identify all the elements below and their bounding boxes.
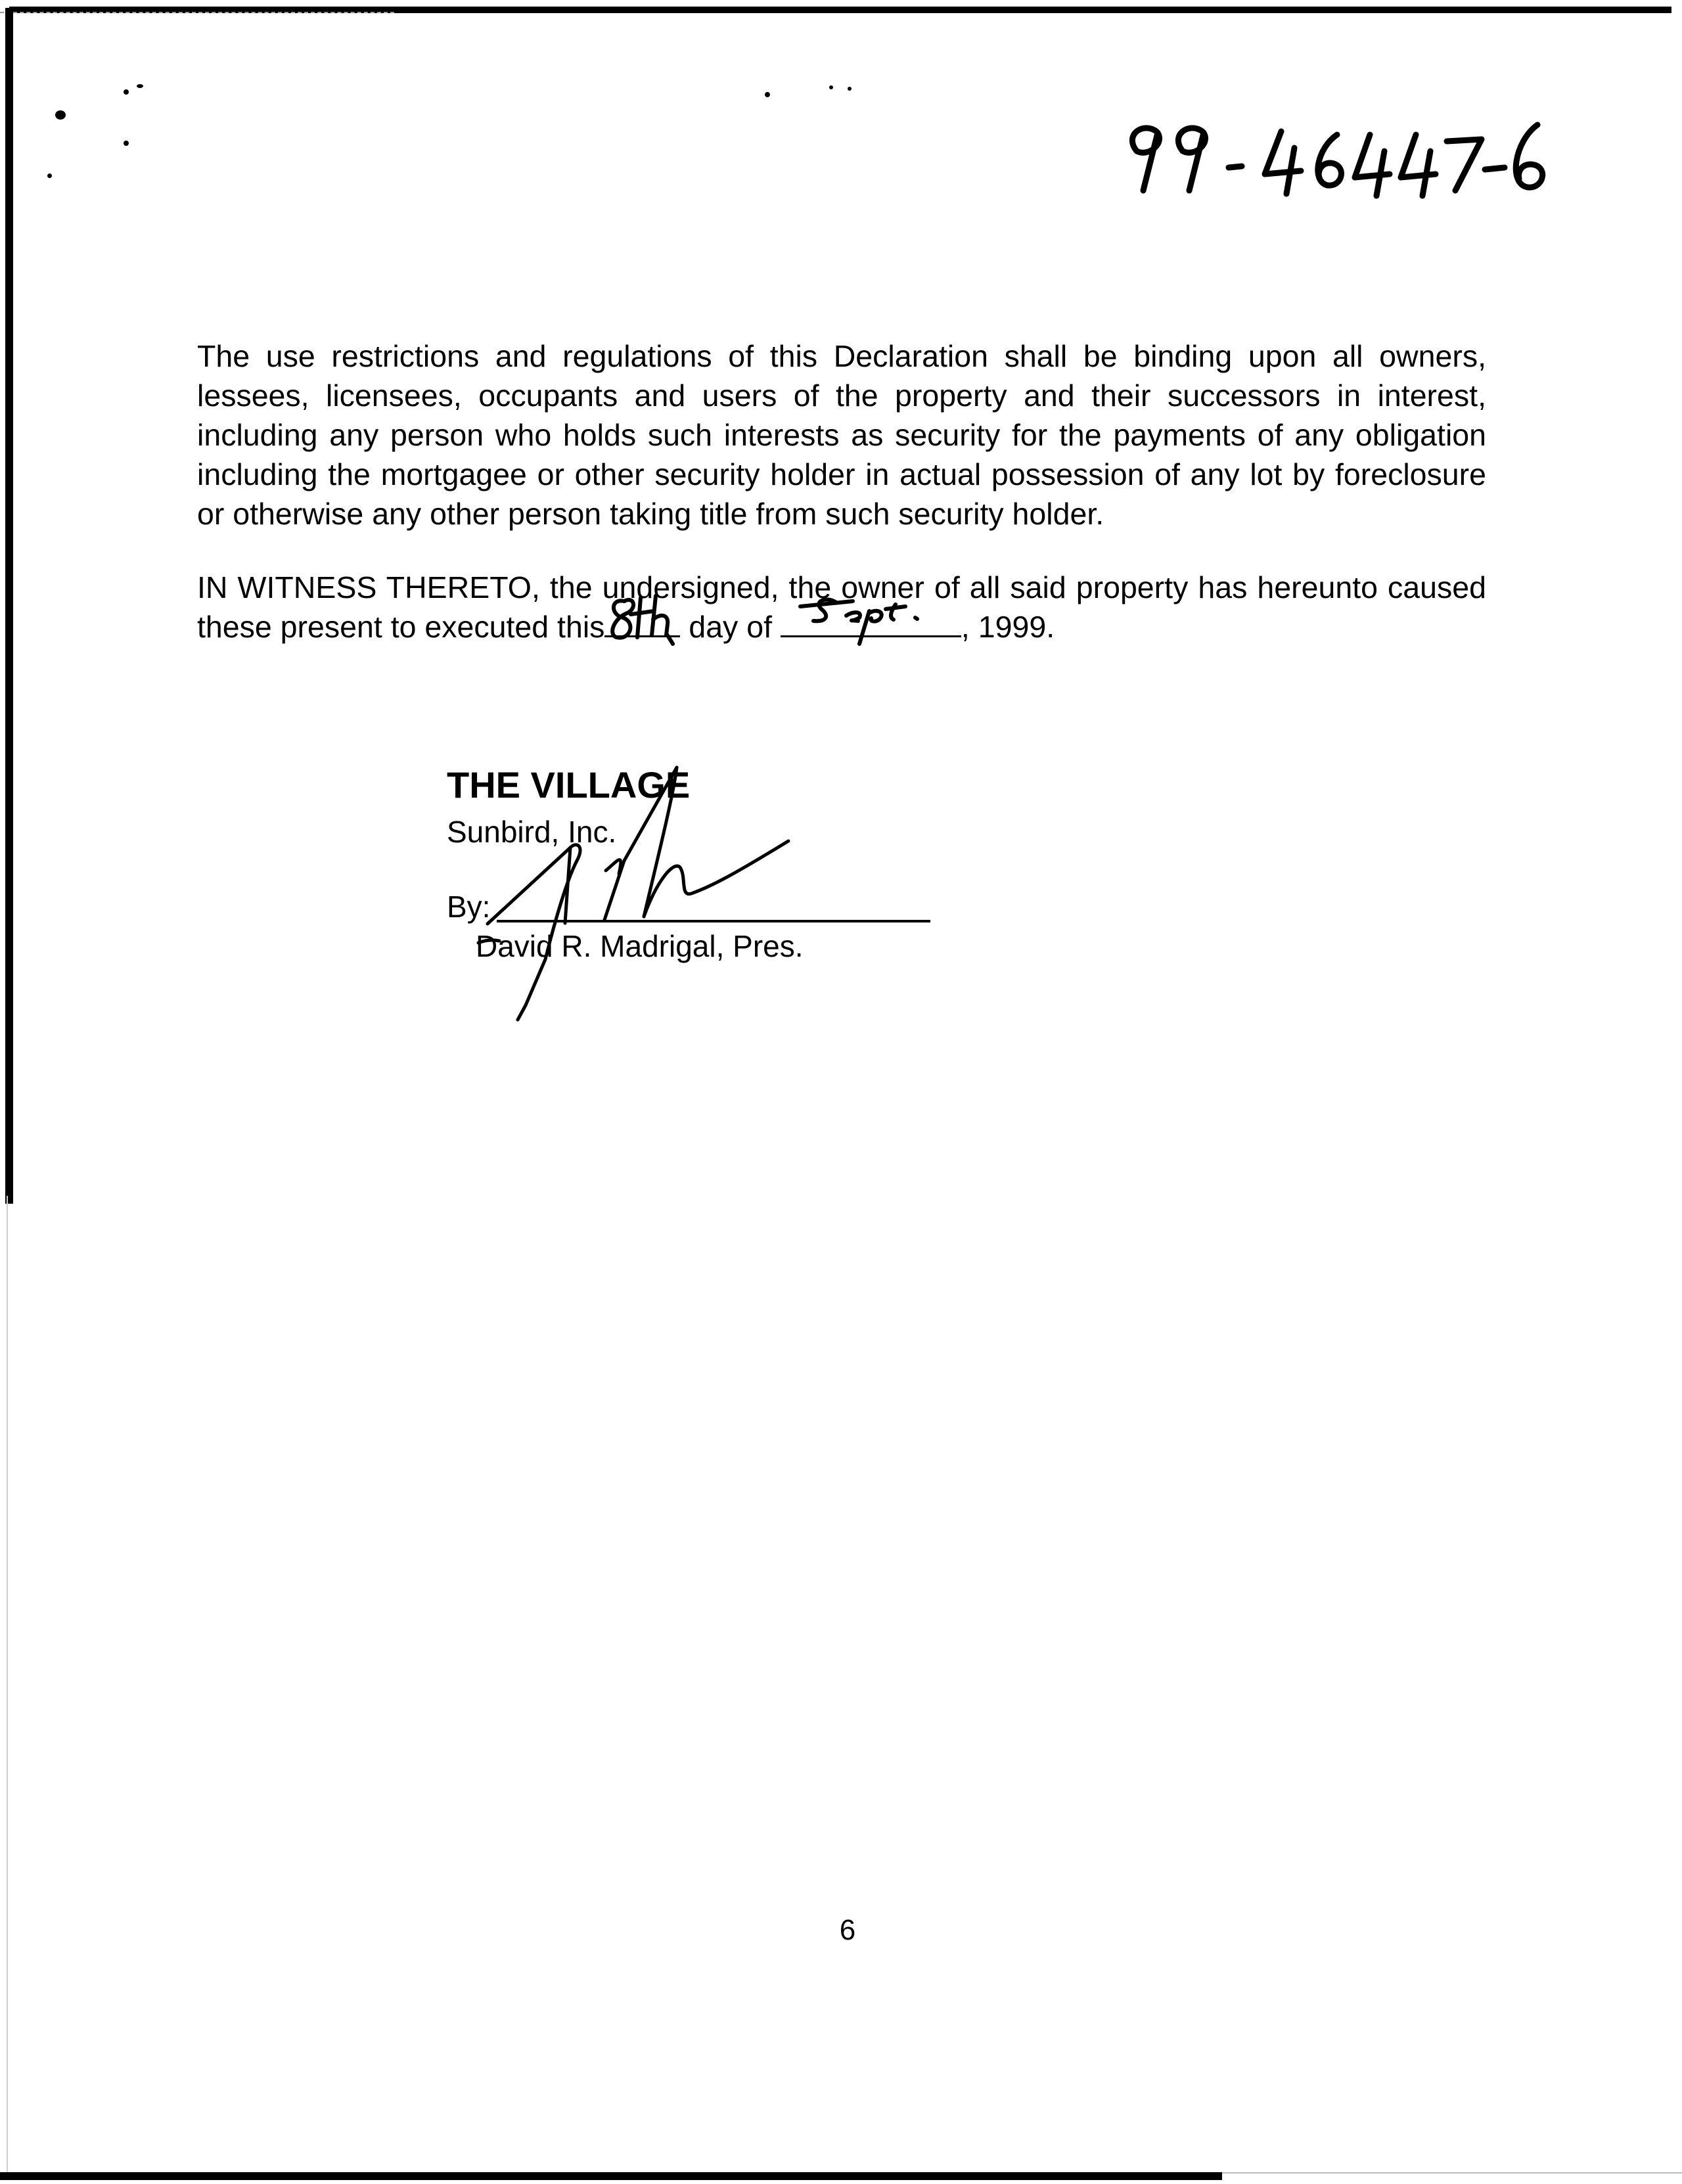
signature-block xyxy=(447,762,1012,1038)
by-label: By: xyxy=(447,890,491,924)
bottom-border-faint xyxy=(1222,2172,1682,2173)
left-border-rule xyxy=(5,8,13,1204)
top-border-dash xyxy=(0,12,394,13)
witness-text-middle xyxy=(680,610,781,644)
scan-speck xyxy=(829,85,833,89)
day-blank xyxy=(604,608,680,637)
company-name: THE VILLAGE xyxy=(447,764,691,806)
scan-speck xyxy=(55,110,66,120)
witness-day-of: day of xyxy=(689,610,772,644)
declaration-paragraph: The use restrictions and regulations of this Declaration shall be binding upon all owners, lessees, licensees, occupants and users of the property and their successors in interest, including any person who holds such interests as security for the payments of any obligation including the mortgagee or other security holder in actual possession of any lot by foreclosure or otherwise any other person taking title from such security holder. xyxy=(197,339,1486,531)
signer-name: David R. Madrigal, Pres. xyxy=(476,929,804,963)
signature-line xyxy=(497,920,930,922)
scan-speck xyxy=(47,173,52,178)
scan-speck xyxy=(765,92,770,97)
witness-text-before: IN WITNESS THERETO, the undersigned, the owner of all said property has hereunto caused these present to executed this xyxy=(197,570,1486,644)
scan-speck xyxy=(124,141,129,146)
handwritten-day xyxy=(604,588,680,647)
left-border-faint xyxy=(7,1196,8,2175)
subcompany-name: Sunbird, Inc. xyxy=(447,815,617,849)
bottom-border-rule xyxy=(0,2172,1222,2180)
scan-speck xyxy=(848,87,852,91)
witness-paragraph xyxy=(197,568,1486,647)
scan-speck xyxy=(137,84,143,88)
witness-text-after: , 1999. xyxy=(961,610,1055,644)
scan-speck xyxy=(124,89,129,95)
handwritten-document-number xyxy=(1110,112,1557,210)
month-blank xyxy=(781,608,961,637)
handwritten-month xyxy=(781,588,961,647)
page-number: 6 xyxy=(839,1914,856,1946)
